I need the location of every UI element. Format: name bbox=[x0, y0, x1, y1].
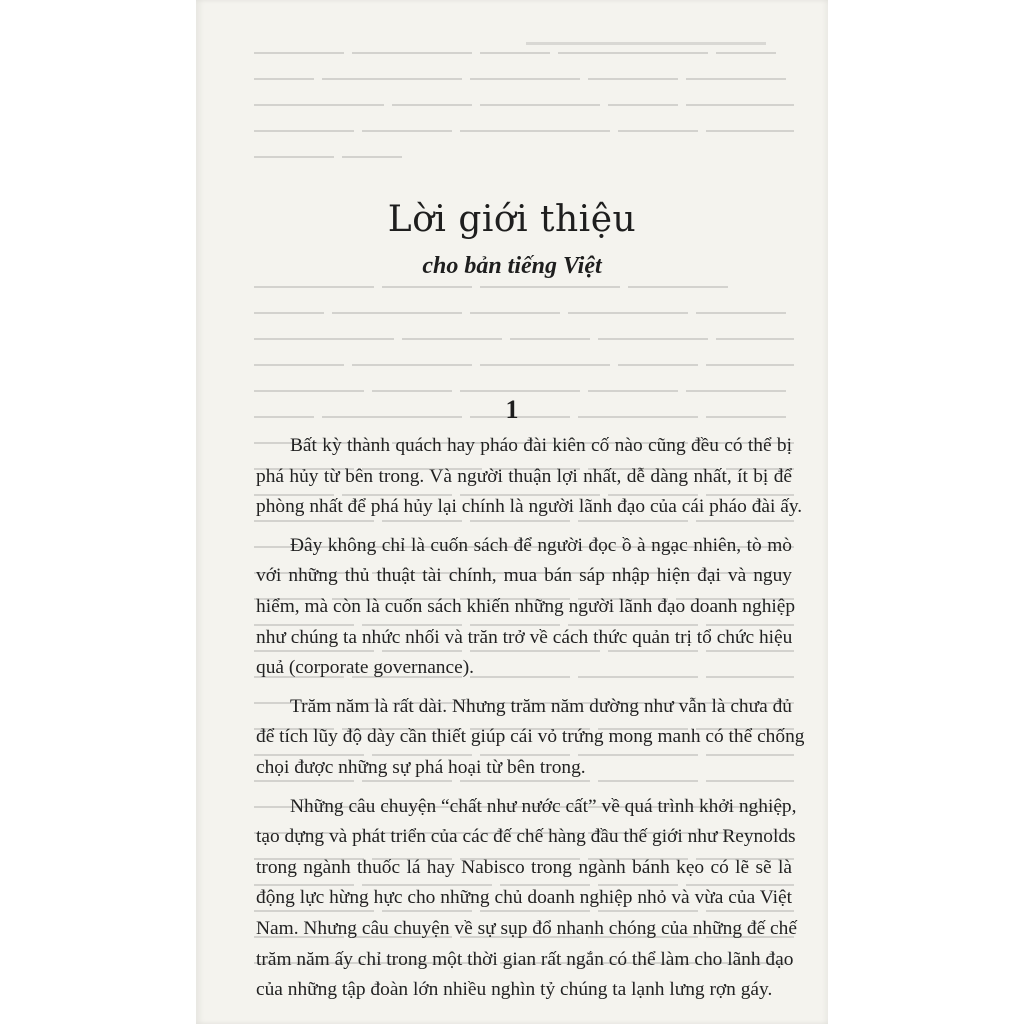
text-line: Đây không chỉ là cuốn sách để người đọc ồ à ngạc nhiên, tò mò bbox=[290, 534, 792, 556]
text-line: như chúng ta nhức nhối và trăn trở về cách thức quản trị tổ chức hiệu bbox=[256, 626, 793, 648]
text-line: với những thủ thuật tài chính, mua bán sáp nhập hiện đại và nguy bbox=[256, 565, 792, 587]
bleed-through-line bbox=[254, 92, 794, 118]
bleed-through-line bbox=[254, 66, 794, 92]
bleed-through-line bbox=[254, 144, 794, 170]
text-line: trăm năm ấy chỉ trong một thời gian rất ngắn có thể làm cho lãnh đạo bbox=[256, 948, 794, 970]
book-page bbox=[196, 0, 828, 1024]
chapter-subtitle: cho bản tiếng Việt bbox=[422, 253, 602, 279]
paragraph bbox=[256, 431, 803, 523]
paragraph bbox=[256, 531, 796, 684]
bleed-through-line bbox=[254, 326, 794, 352]
text-line: Nam. Nhưng câu chuyện về sự sụp đổ nhanh chóng của những đế chế bbox=[256, 917, 797, 939]
bleed-through-header bbox=[526, 42, 766, 45]
bleed-through-line bbox=[254, 352, 794, 378]
text-line: chọi được những sự phá hoại từ bên trong. bbox=[256, 756, 586, 778]
text-line: của những tập đoàn lớn nhiều nghìn tỷ chúng ta lạnh lưng rợn gáy. bbox=[256, 979, 773, 1001]
bleed-through-line bbox=[254, 118, 794, 144]
text-line: để tích lũy độ dày cần thiết giúp cái vỏ trứng mong manh có thể chống bbox=[256, 726, 805, 748]
section-number: 1 bbox=[505, 395, 519, 424]
paragraph bbox=[256, 692, 805, 784]
bleed-through-line bbox=[254, 170, 794, 196]
text-line: động lực hừng hực cho những chủ doanh nghiệp nhỏ và vừa của Việt bbox=[256, 887, 792, 909]
text-line: Những câu chuyện “chất như nước cất” về quá trình khởi nghiệp, bbox=[290, 795, 797, 817]
paragraph bbox=[256, 792, 797, 1006]
text-line: phòng nhất để phá hủy lại chính là người lãnh đạo của cái pháo đài ấy. bbox=[256, 496, 803, 518]
text-line: phá hủy từ bên trong. Và người thuận lợi nhất, dễ dàng nhất, ít bị để bbox=[256, 465, 792, 487]
text-line: Trăm năm là rất dài. Nhưng trăm năm dường như vẫn là chưa đủ bbox=[290, 695, 792, 717]
text-line: tạo dựng và phát triển của các đế chế hàng đầu thế giới như Reynolds bbox=[256, 826, 796, 848]
text-line: hiểm, mà còn là cuốn sách khiến những người lãnh đạo doanh nghiệp bbox=[256, 595, 796, 617]
text-line: trong ngành thuốc lá hay Nabisco trong ngành bánh kẹo có lẽ sẽ là bbox=[256, 856, 792, 878]
chapter-title: Lời giới thiệu bbox=[387, 199, 637, 240]
bleed-through-line bbox=[254, 300, 794, 326]
body-text bbox=[256, 431, 805, 1014]
text-line: quả (corporate governance). bbox=[256, 657, 475, 679]
text-line: Bất kỳ thành quách hay pháo đài kiên cố nào cũng đều có thể bị bbox=[290, 435, 792, 456]
